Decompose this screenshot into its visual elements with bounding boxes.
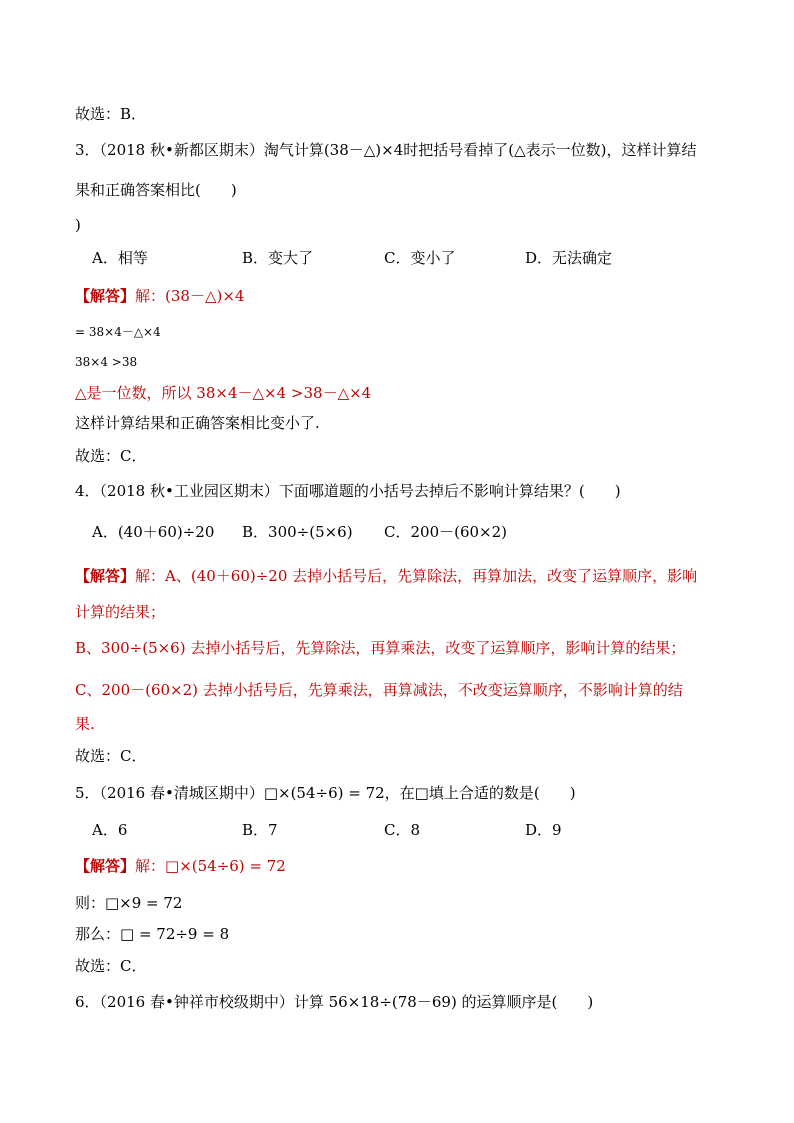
q3-step-2: 38×4 >38 xyxy=(75,355,138,369)
question-3-stem-cont: 果和正确答案相比( ) xyxy=(75,181,237,199)
q4-solution-header xyxy=(75,566,697,586)
q5-solution-header xyxy=(75,856,286,876)
q3-solution-header xyxy=(75,286,244,306)
q3-step-1: = 38×4－△×4 xyxy=(75,325,161,339)
solution-text: 解：(38－△)×4 xyxy=(135,287,245,305)
q4-option-c: C．200－(60×2) xyxy=(384,523,508,541)
solution-text: 解：A、(40＋60)÷20 去掉小括号后，先算除法，再算加法，改变了运算顺序，影响 xyxy=(135,567,698,585)
q4-option-b: B．300÷(5×6) xyxy=(242,523,353,541)
q5-option-d: D．9 xyxy=(525,821,562,839)
answer-line-q4: 故选：C． xyxy=(75,747,147,765)
q5-step-2: 那么：□ = 72÷9 = 8 xyxy=(75,925,230,943)
q4-solution-c: C、200－(60×2) 去掉小括号后，先算乘法，再算减法，不改变运算顺序，不影响计算的结 xyxy=(75,681,683,699)
q4-solution-b: B、300÷(5×6) 去掉小括号后，先算除法，再算乘法，改变了运算顺序，影响计算的结果； xyxy=(75,639,686,657)
question-3-stem: 3．（2018 秋•新都区期末）淘气计算(38－△)×4时把括号看掉了(△表示一位数)，这样计算结 xyxy=(75,141,697,159)
q5-option-c: C．8 xyxy=(384,821,421,839)
answer-line-q2: 故选：B． xyxy=(75,105,147,123)
q3-option-a: A．相等 xyxy=(92,249,148,267)
question-5-stem: 5．（2016 春•清城区期中）□×(54÷6) = 72，在□填上合适的数是( ) xyxy=(75,784,576,802)
answer-line-q5: 故选：C． xyxy=(75,957,147,975)
question-4-stem: 4．（2018 秋•工业园区期末）下面哪道题的小括号去掉后不影响计算结果？( ) xyxy=(75,482,621,500)
q4-solution-c-cont: 果. xyxy=(75,715,95,733)
q3-option-b: B．变大了 xyxy=(242,249,314,267)
q3-conclusion: 这样计算结果和正确答案相比变小了. xyxy=(75,414,320,432)
answer-line-q3: 故选：C． xyxy=(75,447,147,465)
solution-tag: 【解答】 xyxy=(75,287,136,305)
q5-option-a: A．6 xyxy=(92,821,128,839)
solution-tag: 【解答】 xyxy=(75,857,136,875)
solution-text: 解：□×(54÷6) = 72 xyxy=(135,857,286,875)
q5-option-b: B．7 xyxy=(242,821,278,839)
q4-solution-cont: 计算的结果； xyxy=(75,603,166,621)
q3-step-3: △是一位数，所以 38×4－△×4 >38－△×4 xyxy=(75,384,372,402)
q5-step-1: 则：□×9 = 72 xyxy=(75,894,183,912)
q3-option-c: C．变小了 xyxy=(384,249,456,267)
question-3-paren: ) xyxy=(75,216,81,234)
question-6-stem: 6．（2016 春•钟祥市校级期中）计算 56×18÷(78－69) 的运算顺序是( ) xyxy=(75,993,594,1011)
solution-tag: 【解答】 xyxy=(75,567,136,585)
q4-option-a: A．(40＋60)÷20 xyxy=(92,523,215,541)
q3-option-d: D．无法确定 xyxy=(525,249,613,267)
